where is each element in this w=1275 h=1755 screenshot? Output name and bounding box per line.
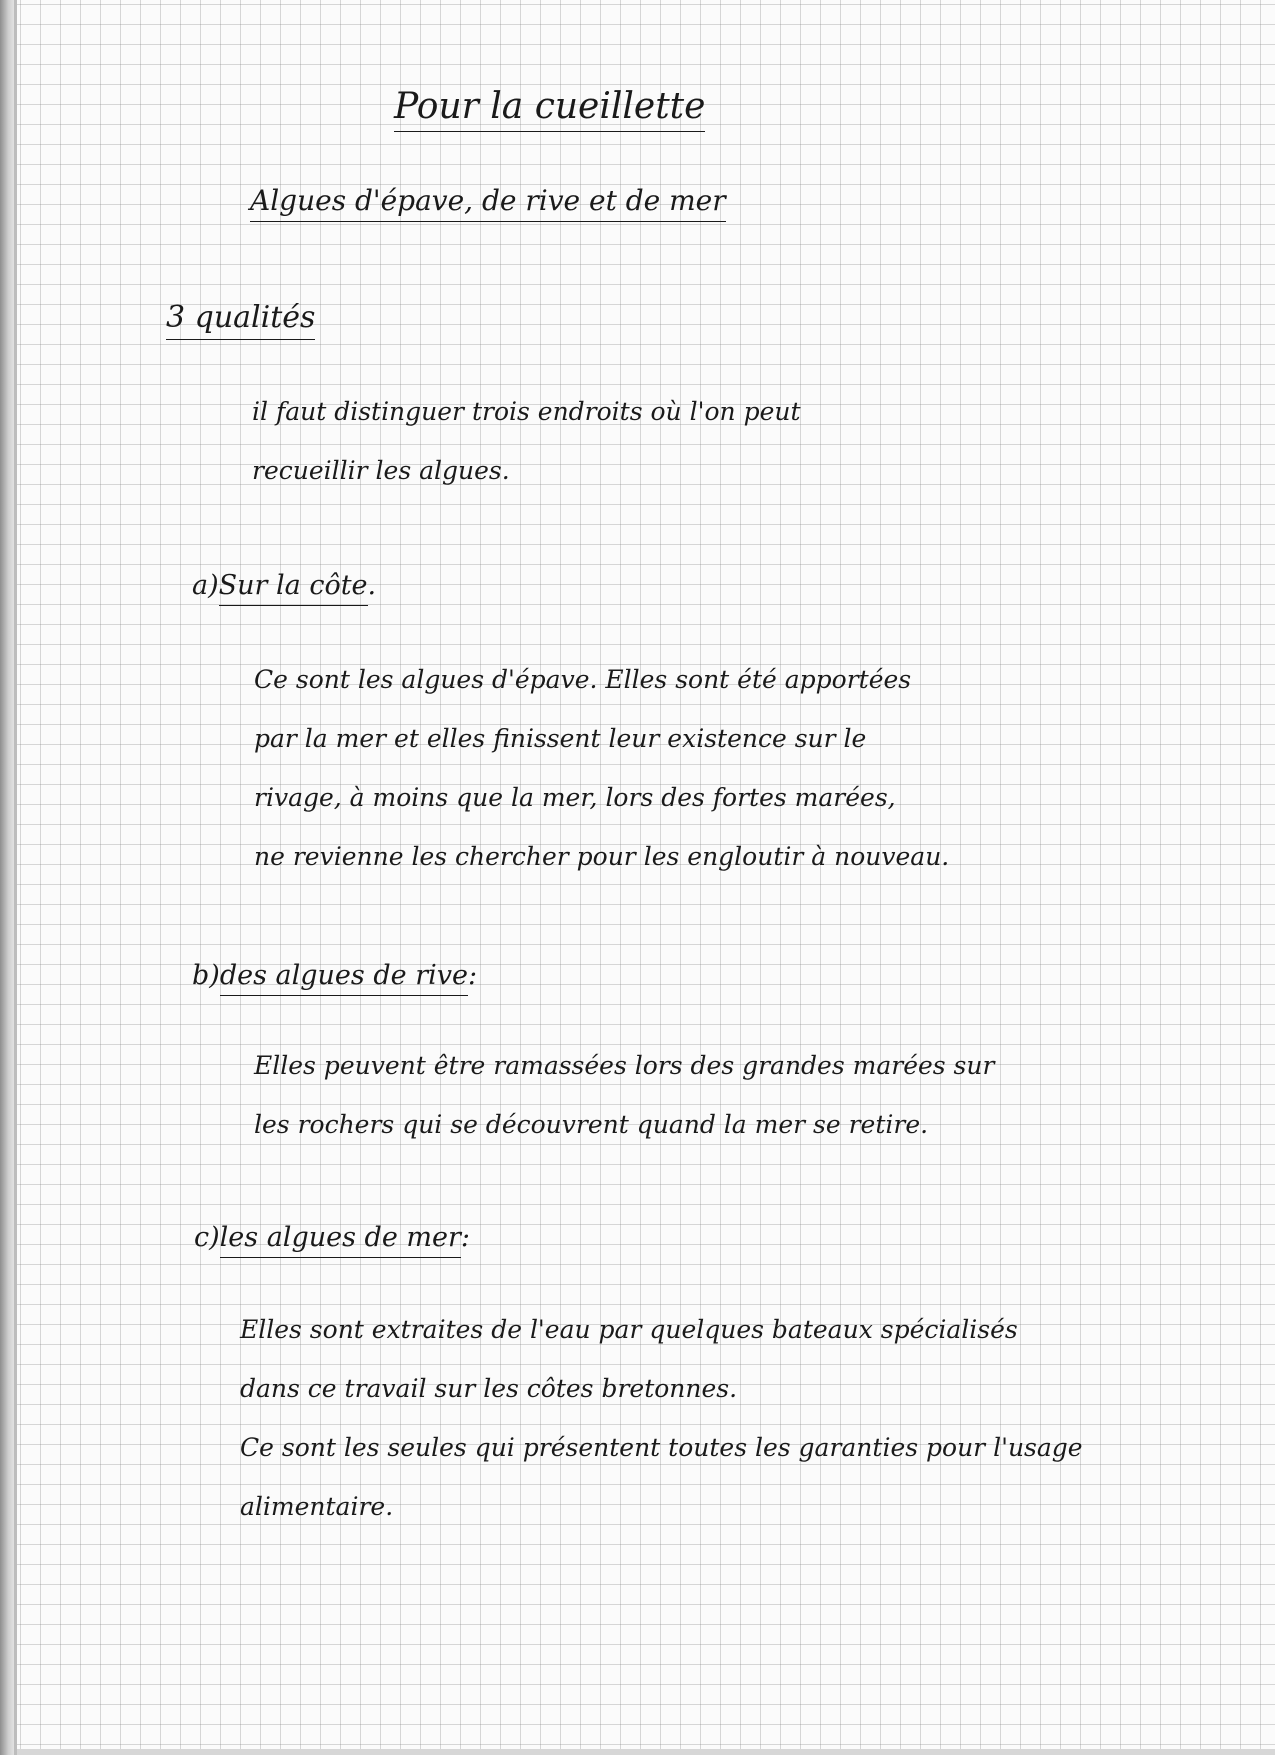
page-subtitle-text: Algues d'épave, de rive et de mer <box>250 184 726 222</box>
paragraph-line: rivage, à moins que la mer, lors des fortes marées, <box>254 783 896 812</box>
page-title <box>394 86 705 127</box>
paragraph-line: par la mer et elles finissent leur existence sur le <box>254 724 867 753</box>
item-a-paragraph <box>254 650 949 886</box>
item-a-heading-text: Sur la côte <box>219 570 368 606</box>
item-b-paragraph <box>254 1036 994 1154</box>
item-a-heading-suffix: . <box>367 570 377 601</box>
section-heading <box>166 300 315 335</box>
item-c-marker: c) <box>194 1222 220 1253</box>
paragraph-line: ne revienne les chercher pour les engloutir à nouveau. <box>254 842 950 871</box>
paragraph-line: les rochers qui se découvrent quand la mer se retire. <box>254 1110 929 1139</box>
intro-line: recueillir les algues. <box>252 456 510 485</box>
item-c-heading-text: les algues de mer <box>220 1222 461 1258</box>
paragraph-line: Ce sont les algues d'épave. Elles sont été apportées <box>254 665 912 694</box>
page-title-text: Pour la cueillette <box>394 86 705 132</box>
paragraph-line: dans ce travail sur les côtes bretonnes. <box>240 1374 738 1403</box>
item-c-heading <box>194 1222 470 1253</box>
item-b-marker: b) <box>192 960 220 991</box>
paragraph-line: Elles sont extraites de l'eau par quelques bateaux spécialisés <box>240 1315 1018 1344</box>
paragraph-line: alimentaire. <box>240 1492 394 1521</box>
section-heading-text: 3 qualités <box>166 300 315 340</box>
item-a-heading <box>192 570 376 601</box>
item-c-paragraph <box>240 1300 1083 1536</box>
graph-paper-sheet <box>14 0 1275 1755</box>
item-b-heading-suffix: : <box>467 960 478 991</box>
intro-paragraph <box>252 382 801 500</box>
intro-line: il faut distinguer trois endroits où l'on peut <box>252 397 801 426</box>
item-c-heading-suffix: : <box>460 1222 470 1253</box>
page-subtitle <box>250 184 726 217</box>
paragraph-line: Ce sont les seules qui présentent toutes les garanties pour l'usage <box>240 1433 1083 1462</box>
item-a-marker: a) <box>192 570 219 601</box>
item-b-heading-text: des algues de rive <box>220 960 468 996</box>
item-b-heading <box>192 960 477 991</box>
page-left-edge <box>0 0 14 1755</box>
paragraph-line: Elles peuvent être ramassées lors des grandes marées sur <box>254 1051 995 1080</box>
